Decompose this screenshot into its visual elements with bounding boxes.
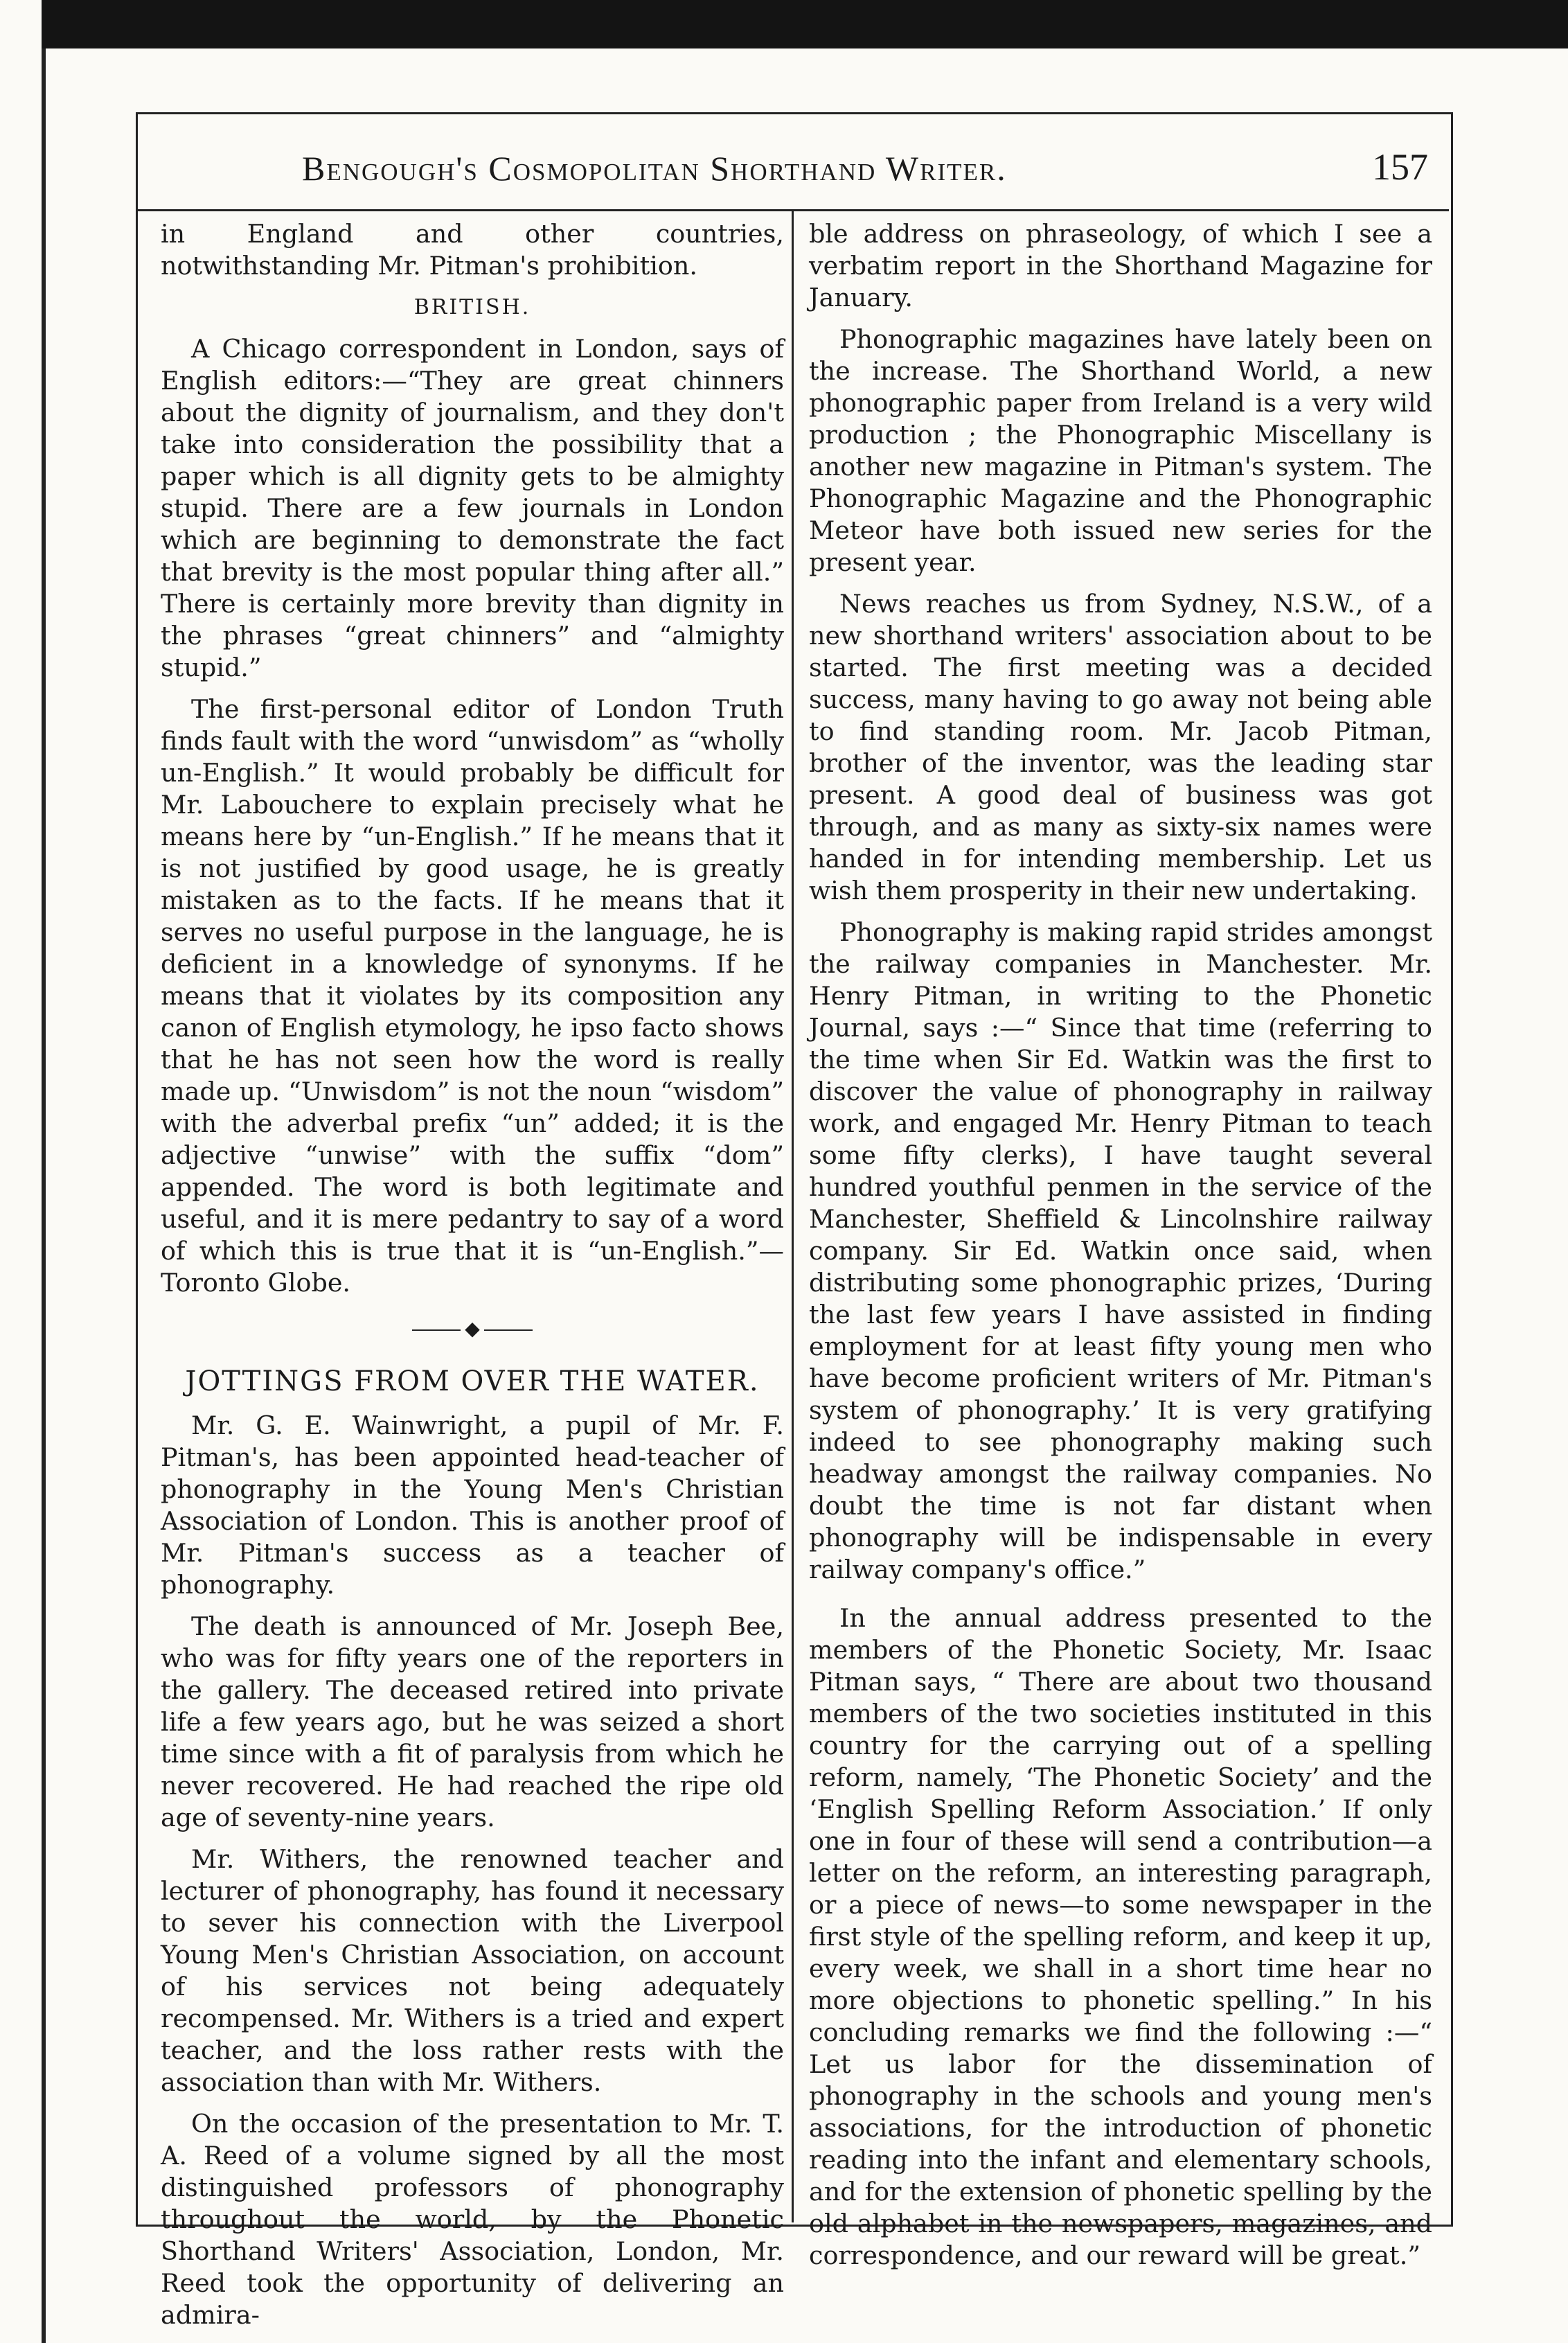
top-edge-bar [42,0,1568,48]
paragraph: A Chicago correspondent in London, says of English editors:—“They are great chinners about the dignity of journalism, and they don't take into consideration the possibility that a paper which is all dignity gets to be almighty stupid. There are a few journals in London which are beginning to demonstrate the fact that brevity is the most popular thing after all.” There is certainly more brevity than dignity in the phrases “great chinners” and “almighty stupid.” [161,334,784,682]
paragraph: ble address on phraseology, of which I see a verbatim report in the Shorthand Magazine for January. [809,219,1432,312]
paragraph: in England and other countries, notwithstanding Mr. Pitman's prohibition. [161,219,784,281]
paragraph: The death is announced of Mr. Joseph Bee, who was for fifty years one of the reporters in the gallery. The deceased retired into private life a few years ago, but he was seized a short time since with a fit of paralysis from which he never recovered. He had reached the ripe old age of seventy-nine years. [161,1611,784,1832]
paragraph: The first-personal editor of London Truth finds fault with the word “unwisdom” as “wholly un-English.” It would probably be difficult for Mr. Labouchere to explain precisely what he means here by “un-English.” If he means that it is not justified by good usage, he is greatly mistaken as to the facts. If he means that it serves no useful purpose in the language, he is deficient in a knowledge of synonyms. If he means that it violates by its composition any canon of English etymology, he ipso facto shows that he has not seen how the word is really made up. “Unwisdom” is not the noun “wisdom” with the adverbal prefix “un” added; it is the adjective “unwise” with the suffix “dom” appended. The word is both legitimate and useful, and it is mere pedantry to say of a word of which this is true that it is “un-English.”—Toronto Globe. [161,694,784,1298]
paragraph: In the annual address presented to the members of the Phonetic Society, Mr. Isaac Pitman says, “ There are about two thousand members of the two societies instituted in this country for the carrying out of a spelling reform, namely, ‘The Phonetic Society’ and the ‘English Spelling Reform Association.’ If only one in four of these will send a contribution—a letter on the reform, an interesting paragraph, or a piece of news—to some newspaper in the first style of the spelling reform, and keep it up, every week, we shall in a short time hear no more objections to phonetic spelling.” In his concluding remarks we find the following :—“ Let us labor for the dissemination of phonography in the schools and young men's associations, for the introduction of phonetic reading into the infant and elementary schools, and for the extension of phonetic spelling by the old alphabet in the newspapers, magazines, and correspondence, and our reward will be great.” [809,1603,1432,2270]
section-heading-jottings: JOTTINGS FROM OVER THE WATER. [185,1365,760,1397]
left-column [161,218,784,2341]
paragraph: Mr. Withers, the renowned teacher and lecturer of phonography, has found it necessary to sever his connection with the Liverpool Young Men's Christian Association, on account of his services not being adequately recompensed. Mr. Withers is a tried and expert teacher, and the loss rather rests with the association than with Mr. Withers. [161,1844,784,2097]
column-divider [792,211,794,2222]
binding-rule [42,48,46,2343]
ornament-divider: ◆ [161,1313,784,1345]
section-heading-british: BRITISH. [413,295,531,319]
page-header [136,136,1449,205]
paragraph: News reaches us from Sydney, N.S.W., of a new shorthand writers' association about to be started. The first meeting was a decided success, many having to go away not being able to find standing room. Mr. Jacob Pitman, brother of the inventor, was the leading star present. A good deal of business was got through, and as many as sixty-six names were handed in for intending membership. Let us wish them prosperity in their new undertaking. [809,589,1432,905]
running-title: Bengough's Cosmopolitan Shorthand Writer. [302,149,1007,188]
paragraph: Mr. G. E. Wainwright, a pupil of Mr. F. Pitman's, has been appointed head-teacher of phonography in the Young Men's Christian Association of London. This is another proof of Mr. Pitman's success as a teacher of phonography. [161,1411,784,1600]
paragraph: On the occasion of the presentation to Mr. T. A. Reed of a volume signed by all the most distinguished professors of phonography throughout the world, by the Phonetic Shorthand Writers' Association, London, Mr. Reed took the opportunity of delivering an admira- [161,2109,784,2330]
paragraph: Phonography is making rapid strides amongst the railway companies in Manchester. Mr. Henry Pitman, in writing to the Phonetic Journal, says :—“ Since that time (referring to the time when Sir Ed. Watkin was the first to discover the value of phonography in railway work, and engaged Mr. Henry Pitman to teach some fifty clerks), I have taught several hundred youthful penmen in the service of the Manchester, Sheffield & Lincolnshire railway company. Sir Ed. Watkin once said, when distributing some phonographic prizes, ‘During the last few years I have assisted in finding employment for at least fifty young men who have become proficient writers of Mr. Pitman's system of phonography.’ It is very gratifying indeed to see phonography making such headway amongst the railway companies. No doubt the time is not far distant when phonography will be indispensable in every railway company's office.” [809,917,1432,1584]
paragraph: Phonographic magazines have lately been on the increase. The Shorthand World, a new phonographic paper from Ireland is a very wild production ; the Phonographic Miscellany is another new magazine in Pitman's system. The Phonographic Magazine and the Phonographic Meteor have both issued new series for the present year. [809,324,1432,577]
page-number: 157 [1372,146,1428,188]
right-column [809,218,1432,2281]
